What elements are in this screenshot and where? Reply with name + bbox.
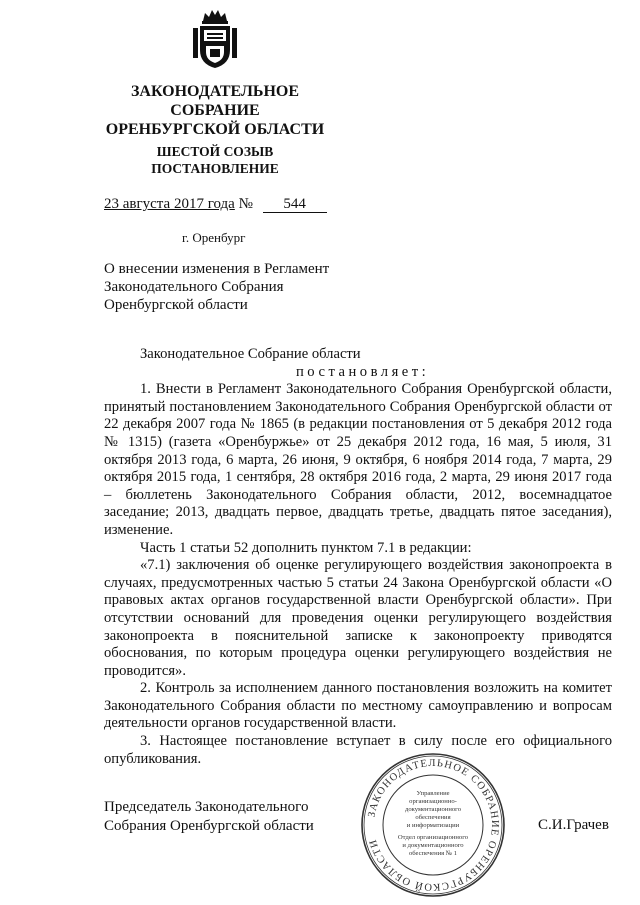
svg-text:организационно-: организационно- [409,798,457,805]
coat-of-arms-icon [190,8,240,70]
signatory-position-line-2: Собрания Оренбургской области [104,818,314,834]
header-line-3: ОРЕНБУРГСКОЙ ОБЛАСТИ [105,121,325,138]
document-number: 544 [263,197,327,213]
signatory-name: С.И.Грачев [538,817,609,833]
svg-text:документационного: документационного [404,806,462,813]
svg-text:обеспечения: обеспечения [415,814,451,821]
city: г. Оренбург [182,230,246,245]
svg-text:Управление: Управление [416,790,450,797]
convocation: ШЕСТОЙ СОЗЫВ [156,144,274,159]
svg-text:обеспечения № 1: обеспечения № 1 [408,850,458,857]
official-stamp-icon [360,752,506,898]
paragraph-amendment-text: «7.1) заключения об оценке регулирующего воздействия законопроекта в случаях, предусмотренных частью 5 статьи 24 Закона Оренбургской области «О правовых актах органов государственной власти Оренбургской области». При отсутствии оснований для проведения оценки регулирующего воздействия законопроекта в пояснительной записке к законопроекту приводятся обоснования, по которым процедура оценки регулирующего воздействия не проводится». [104,557,612,679]
document-type: ПОСТАНОВЛЕНИЕ [151,161,279,176]
header-line-2: СОБРАНИЕ [170,102,260,119]
signatory-position-line-1: Председатель Законодательного [104,799,309,815]
signatory-position [104,798,344,836]
document-date: 23 августа 2017 года [104,196,235,212]
svg-text:Отдел организационного: Отдел организационного [397,834,469,841]
paragraph-3: 3. Настоящее постановление вступает в силу после его официального опубликования. [104,733,612,767]
paragraph-1: 1. Внести в Регламент Законодательного Собрания Оренбургской области, принятый постановлением Законодательного Собрания Оренбургской области от 22 декабря 2007 года № 1865 (в редакции постановления от 5 декабря 2012 года № 1315) (газета «Оренбуржье» от 25 декабря 2012 года, 16 мая, 5 июля, 31 октября 2013 года, 6 марта, 26 июня, 9 октября, 6 ноября 2014 года, 7 марта, 29 октября 2015 года, 1 сентября, 28 октября 2016 года, 2 марта, 29 июня 2017 года – бюллетень Законодательного Собрания области, 2012, восемнадцатое заседание; 2013, двадцать первое, двадцать третье, двадцать пятое заседания), изменение. [104,381,612,538]
date-number-line [104,196,327,213]
svg-text:ЗАКОНОДАТЕЛЬНОЕ СОБРАНИЕ ОРЕНБ: ЗАКОНОДАТЕЛЬНОЕ СОБРАНИЕ ОРЕНБУРГСКОЙ ОБЛАСТИ [366,757,501,893]
number-sign: № [238,196,253,212]
svg-text:и информатизации: и информатизации [406,822,460,829]
svg-text:и документационного: и документационного [402,842,464,849]
document-subject: О внесении изменения в Регламент Законодательного Собрания Оренбургской области [104,261,330,313]
paragraph-2: 2. Контроль за исполнением данного постановления возложить на комитет Законодательного Собрания области по местному самоуправлению и вопросам деятельности органов государственной власти. [104,680,612,732]
paragraph-amendment-intro: Часть 1 статьи 52 дополнить пунктом 7.1 в редакции: [140,539,472,556]
header-line-1: ЗАКОНОДАТЕЛЬНОЕ [130,83,300,100]
preamble: Законодательное Собрание области [140,346,361,362]
document-body [104,346,612,768]
resolves-word: постановляет: [296,363,430,380]
